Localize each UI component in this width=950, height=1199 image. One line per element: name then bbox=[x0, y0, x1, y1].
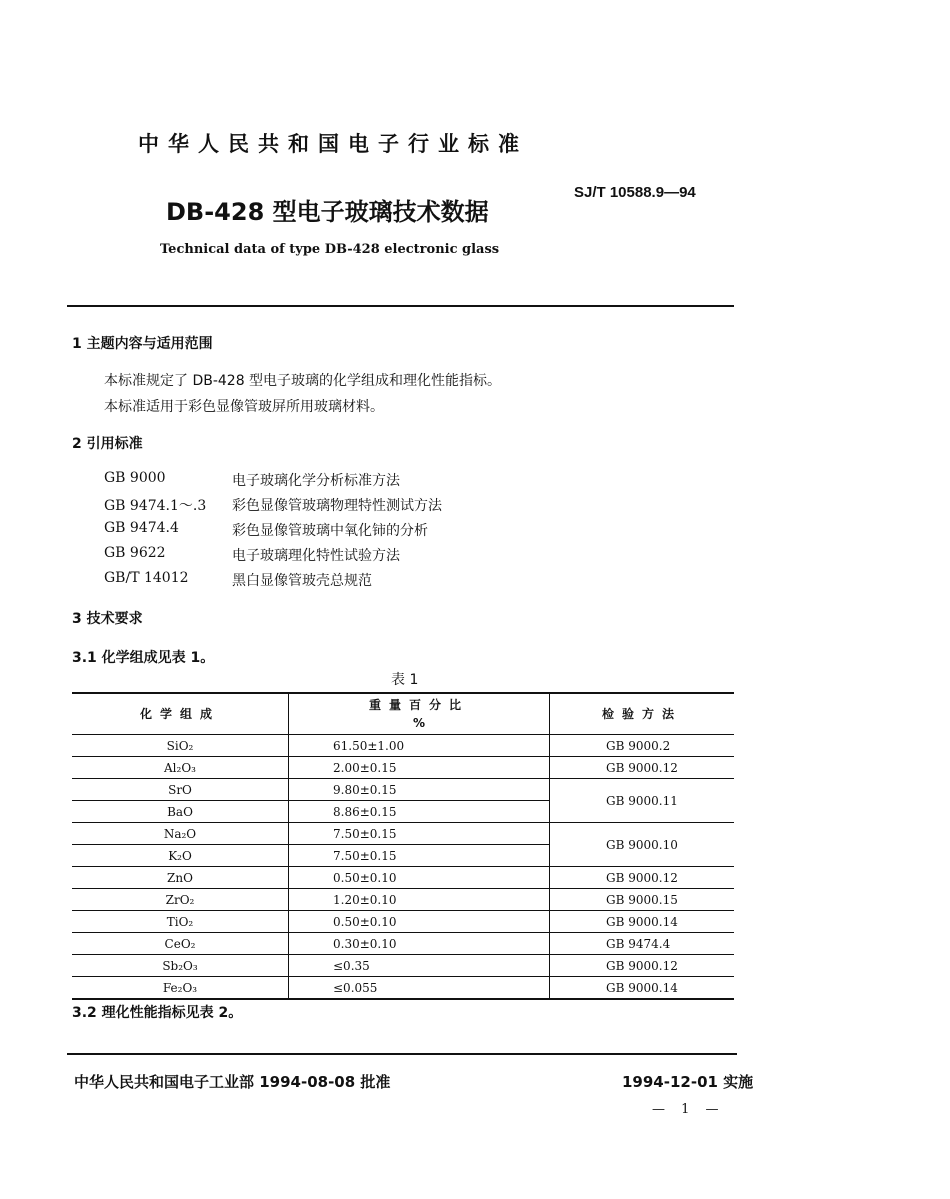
ref-title: 彩色显像管玻璃中氧化铈的分析 bbox=[232, 523, 428, 539]
section-1-heading: 1 主题内容与适用范围 bbox=[72, 336, 213, 352]
header-method: 检验方法 bbox=[550, 693, 735, 735]
cell-composition: SrO bbox=[72, 779, 289, 801]
table-row bbox=[72, 977, 734, 1000]
cell-composition: Fe₂O₃ bbox=[72, 977, 289, 1000]
section-2-heading: 2 引用标准 bbox=[72, 436, 143, 452]
cell-method: GB 9000.2 bbox=[550, 735, 735, 757]
cell-method: GB 9000.14 bbox=[550, 911, 735, 933]
section-3-2-heading: 3.2 理化性能指标见表 2。 bbox=[72, 1005, 243, 1021]
cell-weight: 7.50±0.15 bbox=[289, 823, 550, 845]
cell-weight: ≤0.055 bbox=[289, 977, 550, 1000]
cell-method: GB 9474.4 bbox=[550, 933, 735, 955]
header-weight-line1: 重量百分比 bbox=[368, 698, 469, 712]
cell-weight: 0.30±0.10 bbox=[289, 933, 550, 955]
cell-method: GB 9000.10 bbox=[550, 823, 735, 867]
cell-composition: TiO₂ bbox=[72, 911, 289, 933]
table-row bbox=[72, 911, 734, 933]
header-weight-percent bbox=[289, 693, 550, 735]
table-row bbox=[72, 889, 734, 911]
effective-date: 1994-12-01 实施 bbox=[622, 1073, 754, 1091]
table-row bbox=[72, 735, 734, 757]
cell-composition: ZrO₂ bbox=[72, 889, 289, 911]
header-weight-line2: % bbox=[412, 716, 426, 730]
ref-code: GB 9622 bbox=[104, 545, 166, 561]
section-3-1-heading: 3.1 化学组成见表 1。 bbox=[72, 650, 215, 666]
cell-composition: Sb₂O₃ bbox=[72, 955, 289, 977]
cell-method: GB 9000.12 bbox=[550, 757, 735, 779]
cell-composition: K₂O bbox=[72, 845, 289, 867]
table-row bbox=[72, 933, 734, 955]
cell-weight: 0.50±0.10 bbox=[289, 911, 550, 933]
document-title-cn: DB-428 型电子玻璃技术数据 bbox=[166, 198, 489, 226]
standard-code: SJ/T 10588.9—94 bbox=[574, 184, 696, 201]
table-1-caption: 表 1 bbox=[391, 672, 419, 688]
table-row bbox=[72, 779, 734, 801]
section-1-line-1: 本标准规定了 DB-428 型电子玻璃的化学组成和理化性能指标。 bbox=[104, 373, 502, 389]
table-row bbox=[72, 867, 734, 889]
ref-code: GB 9000 bbox=[104, 470, 166, 486]
table-row bbox=[72, 757, 734, 779]
chemical-composition-table bbox=[72, 692, 734, 1000]
document-title-en: Technical data of type DB-428 electronic glass bbox=[160, 242, 500, 257]
cell-weight: 9.80±0.15 bbox=[289, 779, 550, 801]
cell-method: GB 9000.14 bbox=[550, 977, 735, 1000]
ref-code: GB/T 14012 bbox=[104, 570, 189, 586]
approval-date: 中华人民共和国电子工业部 1994-08-08 批准 bbox=[74, 1073, 391, 1091]
cell-method: GB 9000.12 bbox=[550, 955, 735, 977]
ref-title: 电子玻璃理化特性试验方法 bbox=[232, 548, 400, 564]
cell-weight: 61.50±1.00 bbox=[289, 735, 550, 757]
cell-weight: ≤0.35 bbox=[289, 955, 550, 977]
cell-method: GB 9000.15 bbox=[550, 889, 735, 911]
cell-weight: 1.20±0.10 bbox=[289, 889, 550, 911]
header-divider bbox=[67, 305, 734, 307]
cell-method: GB 9000.12 bbox=[550, 867, 735, 889]
cell-composition: Al₂O₃ bbox=[72, 757, 289, 779]
issuing-org-title: 中华人民共和国电子行业标准 bbox=[138, 132, 528, 156]
cell-weight: 7.50±0.15 bbox=[289, 845, 550, 867]
footer-divider bbox=[67, 1053, 737, 1055]
table-row bbox=[72, 955, 734, 977]
cell-weight: 0.50±0.10 bbox=[289, 867, 550, 889]
ref-title: 黑白显像管玻壳总规范 bbox=[232, 573, 372, 589]
cell-composition: BaO bbox=[72, 801, 289, 823]
header-composition: 化学组成 bbox=[72, 693, 289, 735]
cell-composition: ZnO bbox=[72, 867, 289, 889]
section-1-line-2: 本标准适用于彩色显像管玻屏所用玻璃材料。 bbox=[104, 399, 384, 415]
ref-code: GB 9474.4 bbox=[104, 520, 179, 536]
cell-composition: SiO₂ bbox=[72, 735, 289, 757]
table-row bbox=[72, 823, 734, 845]
page-number: — 1 — bbox=[652, 1102, 725, 1117]
section-3-heading: 3 技术要求 bbox=[72, 611, 143, 627]
cell-composition: CeO₂ bbox=[72, 933, 289, 955]
cell-composition: Na₂O bbox=[72, 823, 289, 845]
ref-title: 电子玻璃化学分析标准方法 bbox=[232, 473, 400, 489]
ref-code: GB 9474.1～.3 bbox=[104, 498, 207, 514]
ref-title: 彩色显像管玻璃物理特性测试方法 bbox=[232, 498, 442, 514]
cell-weight: 8.86±0.15 bbox=[289, 801, 550, 823]
cell-method: GB 9000.11 bbox=[550, 779, 735, 823]
cell-weight: 2.00±0.15 bbox=[289, 757, 550, 779]
